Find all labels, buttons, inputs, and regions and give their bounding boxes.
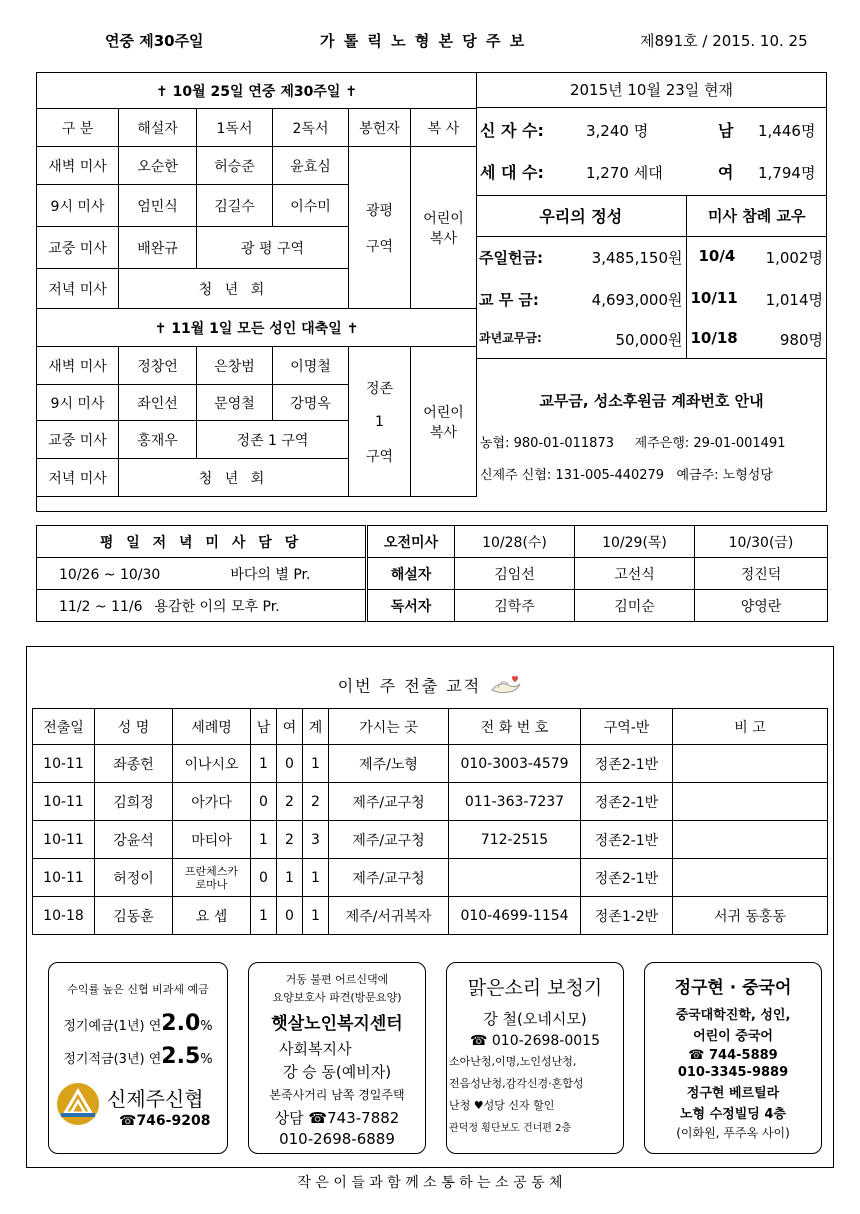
moveout-header: 전 화 번 호 <box>449 709 581 745</box>
service2-cell: 홍재우 <box>119 421 197 459</box>
moveout-cell: 제주/노형 <box>329 745 449 783</box>
ad2-name: 햇살노인복지센터 <box>271 1014 403 1034</box>
moveout-cell: 좌종헌 <box>95 745 173 783</box>
stats-date: 2015년 10월 23일 현재 <box>476 72 827 108</box>
account-title: 교무금, 성소후원금 계좌번호 안내 <box>539 392 764 410</box>
service1-cell: 윤효심 <box>273 147 349 185</box>
ad3-line4: 관덕정 횡단보도 건너편 2층 <box>449 1123 572 1134</box>
moveout-cell: 제주/교구청 <box>329 783 449 821</box>
female-label: 여 <box>718 163 734 182</box>
ad2-person: 강 승 동(예비자) <box>282 1063 392 1081</box>
moveout-cell: 2 <box>277 821 303 859</box>
moveout-header: 계 <box>303 709 329 745</box>
moveout-cell: 0 <box>251 859 277 897</box>
attendance-row: 10/4 1,002명 <box>698 246 823 267</box>
attendance-row: 10/18 980명 <box>690 328 823 349</box>
morning-title: 오전미사 <box>367 526 455 558</box>
moveout-cell <box>673 821 828 859</box>
service1-cell: 김길수 <box>197 185 273 227</box>
service1-cell: 배완규 <box>119 227 197 269</box>
moveout-cell: 서귀 동홍동 <box>673 897 828 935</box>
offering-row: 주일헌금: 3,485,150원 <box>476 236 686 278</box>
moveout-cell: 1 <box>251 821 277 859</box>
moveout-cell: 허정이 <box>95 859 173 897</box>
footer-motto: 작 은 이 들 과 함 께 소 통 하 는 소 공 동 체 <box>297 1175 563 1191</box>
service2-cell: 정창언 <box>119 347 197 385</box>
moveout-header: 전출일 <box>33 709 95 745</box>
moveout-cell <box>673 859 828 897</box>
ad2-line2: 요양보호사 파견(방문요양) <box>272 991 402 1004</box>
moveout-title: 이번 주 전출 교적 <box>337 676 482 696</box>
ad1-name: 신제주신협 <box>107 1087 204 1111</box>
table-row <box>33 783 828 821</box>
header-title: 가 톨 릭 노 형 본 당 주 보 <box>320 32 527 50</box>
credit-union-logo-icon <box>55 1081 101 1131</box>
moveout-cell <box>449 859 581 897</box>
moveout-cell: 아가다 <box>173 783 251 821</box>
moveout-cell: 1 <box>251 745 277 783</box>
ad-hearing-aid <box>446 962 624 1154</box>
moveout-cell: 1 <box>277 859 303 897</box>
ad4-phone1: ☎ 744-5889 <box>688 1048 778 1063</box>
dove-heart-icon <box>486 672 522 702</box>
moveout-cell: 정존2-1반 <box>581 821 673 859</box>
weekday-row: 11/2 ~ 11/6 용감한 이의 모후 Pr. <box>37 590 367 622</box>
ad1-brand <box>49 1077 227 1135</box>
moveout-cell <box>673 745 828 783</box>
service1-header: 구 분 <box>37 109 119 147</box>
ad3-phone: ☎ 010-2698-0015 <box>470 1033 600 1049</box>
table-row <box>33 821 828 859</box>
reader-label: 독서자 <box>367 590 455 622</box>
ad3-line2: 전음성난청,감각신경·혼합성 <box>449 1077 584 1090</box>
moveout-table <box>32 708 828 935</box>
ad2-role: 사회복지사 <box>279 1040 352 1058</box>
service2-cell: 정존 1 구역 <box>197 421 349 459</box>
offering-row: 과년교무금: 50,000원 <box>476 320 686 358</box>
ad-chinese-lesson <box>644 962 822 1154</box>
service1-cell: 광 평 구역 <box>197 227 349 269</box>
moveout-cell: 10-11 <box>33 859 95 897</box>
moveout-cell: 0 <box>277 897 303 935</box>
moveout-header: 비 고 <box>673 709 828 745</box>
offering-title: 우리의 정성 <box>476 196 686 236</box>
ad3-line3: 난청 ♥성당 신자 할인 <box>449 1099 555 1112</box>
moveout-cell: 10-11 <box>33 783 95 821</box>
weekday-mass-table <box>36 525 828 622</box>
ad4-line2: 어린이 중국어 <box>693 1029 773 1044</box>
ad4-phone2: 010-3345-9889 <box>677 1065 789 1080</box>
service2-cell: 청 년 회 <box>119 459 349 497</box>
attendance-row: 10/11 1,014명 <box>690 288 823 309</box>
service1-mass: 교중 미사 <box>37 227 119 269</box>
ad4-line5: (이화원, 푸주옥 사이) <box>676 1126 790 1140</box>
male-value: 1,446명 <box>758 122 816 140</box>
attendance-title: 미사 참례 교우 <box>686 196 827 236</box>
moveout-cell: 제주/서귀복자 <box>329 897 449 935</box>
service2-cell: 강명옥 <box>273 385 349 421</box>
divider <box>476 358 827 359</box>
moveout-cell: 프란체스카 로마나 <box>173 859 251 897</box>
service1-server: 어린이 복사 <box>411 147 477 309</box>
morning-date: 10/29(목) <box>575 526 695 558</box>
reader: 김미순 <box>575 590 695 622</box>
moveout-cell: 010-4699-1154 <box>449 897 581 935</box>
service1-header: 봉헌자 <box>349 109 411 147</box>
ad-credit-union <box>48 962 228 1154</box>
service1-cell: 오순한 <box>119 147 197 185</box>
service1-offerer: 광평 구역 <box>349 147 411 309</box>
ad1-rate1: 정기예금(1년) 연2.0% <box>63 1011 213 1036</box>
service2-cell: 좌인선 <box>119 385 197 421</box>
moveout-cell: 1 <box>251 897 277 935</box>
ad4-line4: 노형 수정빌딩 4층 <box>679 1107 786 1122</box>
moveout-cell: 712-2515 <box>449 821 581 859</box>
reader: 김학주 <box>455 590 575 622</box>
ad3-name: 맑은소리 보청기 <box>467 977 603 999</box>
ad4-line1: 중국대학진학, 성인, <box>675 1008 791 1023</box>
service2-server: 어린이 복사 <box>411 347 477 497</box>
moveout-cell: 1 <box>303 745 329 783</box>
moveout-cell: 김희정 <box>95 783 173 821</box>
moveout-cell: 이나시오 <box>173 745 251 783</box>
moveout-cell: 1 <box>303 859 329 897</box>
service1-cell: 청 년 회 <box>119 269 349 309</box>
commentator-label: 해설자 <box>367 558 455 590</box>
moveout-cell: 011-363-7237 <box>449 783 581 821</box>
believers-value: 3,240 명 <box>586 122 649 140</box>
moveout-cell: 10-18 <box>33 897 95 935</box>
ad3-person: 강 철(오네시모) <box>483 1010 587 1028</box>
weekday-row: 10/26 ~ 10/30 바다의 별 Pr. <box>37 558 367 590</box>
service2-cell: 이명철 <box>273 347 349 385</box>
service2-offerer: 정존 1 구역 <box>349 347 411 497</box>
ad2-mobile: 010-2698-6889 <box>279 1130 395 1148</box>
female-value: 1,794명 <box>758 164 816 182</box>
service-schedule-table <box>36 72 477 497</box>
moveout-cell: 2 <box>277 783 303 821</box>
moveout-header: 구역-반 <box>581 709 673 745</box>
ad1-phone: ☎746-9208 <box>119 1113 211 1129</box>
service2-mass: 새벽 미사 <box>37 347 119 385</box>
commentator: 고선식 <box>575 558 695 590</box>
moveout-cell: 제주/교구청 <box>329 821 449 859</box>
stats-panel <box>476 108 827 196</box>
table-row <box>33 859 828 897</box>
households-value: 1,270 세대 <box>586 164 663 182</box>
moveout-cell: 강윤석 <box>95 821 173 859</box>
moveout-cell: 정존2-1반 <box>581 859 673 897</box>
table-row <box>33 897 828 935</box>
believers-label: 신 자 수: <box>480 121 544 140</box>
service1-title: ✝ 10월 25일 연중 제30주일 ✝ <box>37 73 477 109</box>
moveout-cell: 10-11 <box>33 745 95 783</box>
service2-cell: 은창범 <box>197 347 273 385</box>
ad2-line1: 거동 불편 어르신댁에 <box>285 973 389 986</box>
offering-row: 교 무 금: 4,693,000원 <box>476 278 686 320</box>
service1-cell: 엄민식 <box>119 185 197 227</box>
moveout-header: 가시는 곳 <box>329 709 449 745</box>
male-label: 남 <box>718 121 734 140</box>
header-issue: 제891호 / 2015. 10. 25 <box>640 32 808 50</box>
moveout-cell: 정존1-2반 <box>581 897 673 935</box>
moveout-header: 남 <box>251 709 277 745</box>
moveout-cell: 3 <box>303 821 329 859</box>
service1-header: 복 사 <box>411 109 477 147</box>
moveout-cell: 0 <box>277 745 303 783</box>
moveout-header: 여 <box>277 709 303 745</box>
account-line1: 농협: 980-01-011873 제주은행: 29-01-001491 <box>480 436 786 451</box>
service2-title: ✝ 11월 1일 모든 성인 대축일 ✝ <box>37 309 477 347</box>
reader: 양영란 <box>695 590 828 622</box>
service2-mass: 9시 미사 <box>37 385 119 421</box>
service2-mass: 저녁 미사 <box>37 459 119 497</box>
commentator: 정진덕 <box>695 558 828 590</box>
moveout-cell: 010-3003-4579 <box>449 745 581 783</box>
moveout-header: 성 명 <box>95 709 173 745</box>
ad2-tel: 상담 ☎743-7882 <box>274 1109 400 1127</box>
header-week: 연중 제30주일 <box>105 32 204 50</box>
service2-mass: 교중 미사 <box>37 421 119 459</box>
service1-cell: 이수미 <box>273 185 349 227</box>
moveout-cell: 김동훈 <box>95 897 173 935</box>
weekday-title: 평 일 저 녁 미 사 담 당 <box>37 526 367 558</box>
moveout-cell: 1 <box>303 897 329 935</box>
service1-cell: 허승준 <box>197 147 273 185</box>
moveout-cell <box>673 783 828 821</box>
ad-welfare-center <box>248 962 426 1154</box>
service1-header: 해설자 <box>119 109 197 147</box>
ad3-line1: 소아난청,이명,노인성난청, <box>449 1055 577 1068</box>
service2-cell: 문영철 <box>197 385 273 421</box>
moveout-cell: 10-11 <box>33 821 95 859</box>
service1-mass: 새벽 미사 <box>37 147 119 185</box>
service1-mass: 9시 미사 <box>37 185 119 227</box>
households-label: 세 대 수: <box>480 163 544 182</box>
ad1-rate2: 정기적금(3년) 연2.5% <box>63 1044 213 1069</box>
moveout-cell: 마티아 <box>173 821 251 859</box>
footer-rule <box>26 1167 834 1168</box>
service1-header: 2독서 <box>273 109 349 147</box>
commentator: 김임선 <box>455 558 575 590</box>
moveout-header: 세례명 <box>173 709 251 745</box>
moveout-cell: 0 <box>251 783 277 821</box>
service1-header: 1독서 <box>197 109 273 147</box>
moveout-cell: 정존2-1반 <box>581 783 673 821</box>
morning-date: 10/30(금) <box>695 526 828 558</box>
ad4-line3: 정구현 베르틸라 <box>686 1086 780 1101</box>
moveout-cell: 제주/교구청 <box>329 859 449 897</box>
offering-table <box>476 196 827 358</box>
morning-date: 10/28(수) <box>455 526 575 558</box>
moveout-heading <box>0 672 860 702</box>
ad2-address: 본죽사거리 남쪽 경일주택 <box>269 1088 405 1102</box>
ad4-name: 정구현 · 중국어 <box>674 978 792 998</box>
service1-mass: 저녁 미사 <box>37 269 119 309</box>
moveout-cell: 2 <box>303 783 329 821</box>
account-line2: 신제주 신협: 131-005-440279 예금주: 노형성당 <box>480 468 773 483</box>
moveout-cell: 요 셉 <box>173 897 251 935</box>
moveout-cell: 정존2-1반 <box>581 745 673 783</box>
table-row <box>33 745 828 783</box>
ad1-line1: 수익률 높은 신협 비과세 예금 <box>67 983 209 996</box>
